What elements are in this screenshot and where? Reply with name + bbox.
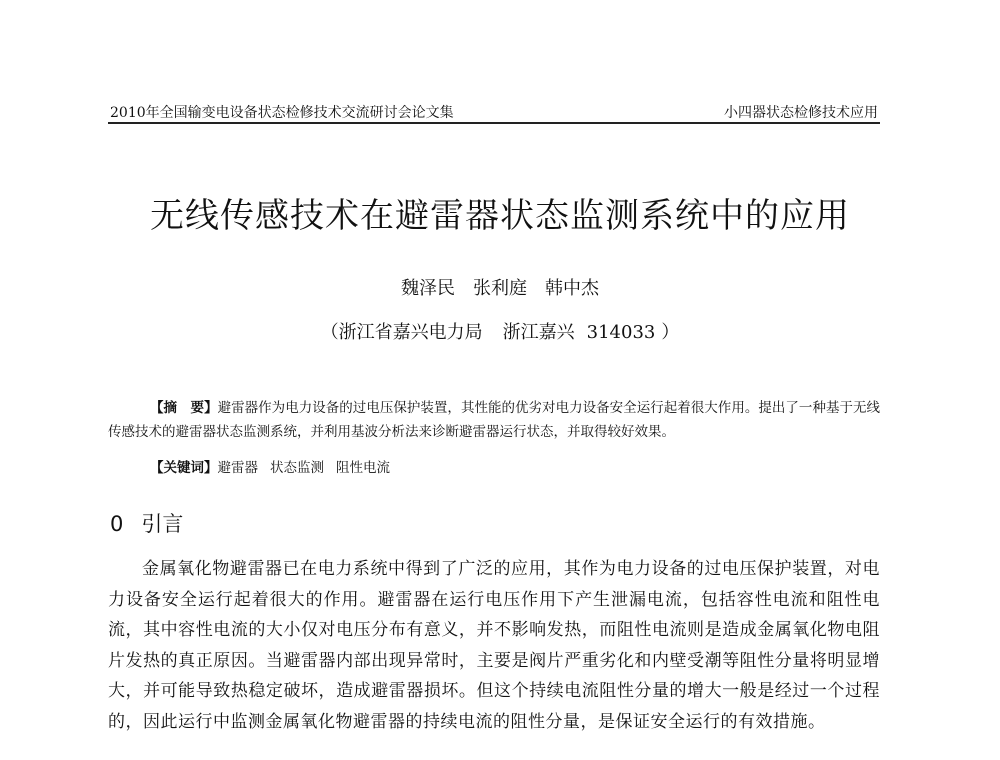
section-number: 0 (110, 512, 124, 536)
keyword: 避雷器 (217, 460, 258, 476)
abstract-label: 【摘 要】 (150, 400, 218, 416)
keyword: 状态监测 (270, 460, 324, 476)
affiliation-close-paren: ） (661, 322, 680, 343)
header-section-title: 小四器状态检修技术应用 (724, 105, 878, 121)
keyword: 阻性电流 (336, 460, 390, 476)
keywords-label: 【关键词】 (150, 460, 218, 476)
abstract-text: 避雷器作为电力设备的过电压保护装置，其性能的优劣对电力设备安全运行起着很大作用。提出了一种基于无线传感技术的避雷器状态监测系统，并利用基波分析法来诊断避雷器运行状态，并取得较好效果。 (108, 400, 881, 440)
section-heading (110, 508, 183, 538)
author-name: 张利庭 (473, 278, 527, 299)
affiliation-org: 浙江省嘉兴电力局 (338, 322, 483, 343)
author-name: 魏泽民 (401, 278, 455, 299)
header-proceedings-title: 2010年全国输变电设备状态检修技术交流研讨会论文集 (110, 105, 454, 121)
running-header (108, 100, 880, 124)
body-paragraph: 金属氧化物避雷器已在电力系统中得到了广泛的应用，其作为电力设备的过电压保护装置，对电力设备安全运行起着很大的作用。避雷器在运行电压作用下产生泄漏电流，包括容性电流和阻性电流，其中容性电流的大小仅对电压分布有意义，并不影响发热，而阻性电流则是造成金属氧化物电阻片发热的真正原因。当避雷器内部出现异常时，主要是阀片严重劣化和内壁受潮等阻性分量将明显增大，并可能导致热稳定破坏，造成避雷器损坏。但这个持续电流阻性分量的增大一般是经过一个过程的，因此运行中监测金属氧化物避雷器的持续电流的阻性分量，是保证安全运行的有效措施。 (108, 559, 880, 732)
author-affiliation (0, 318, 1000, 344)
section-title: 引言 (141, 512, 184, 536)
affiliation-open-paren: （ (320, 322, 339, 343)
paper-title: 无线传感技术在避雷器状态监测系统中的应用 (150, 196, 850, 236)
affiliation-city: 浙江嘉兴 (502, 322, 575, 343)
abstract (108, 396, 880, 444)
author-name: 韩中杰 (545, 278, 599, 299)
affiliation-postcode: 314033 (586, 322, 656, 343)
author-list (0, 274, 1000, 300)
keywords (150, 456, 402, 480)
